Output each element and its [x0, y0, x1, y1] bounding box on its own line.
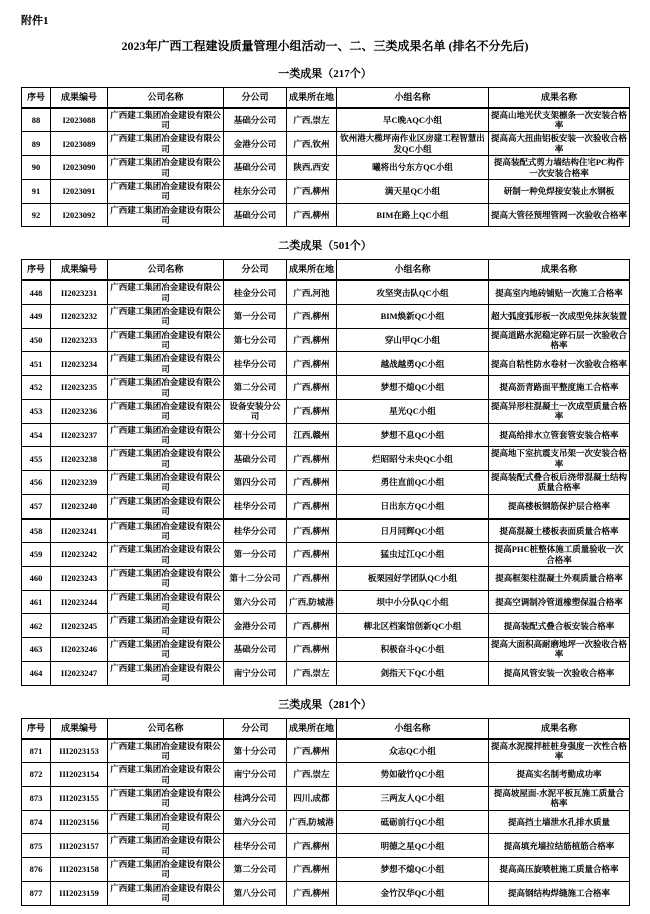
- table-cell: 874: [22, 810, 51, 834]
- table-cell: 454: [22, 423, 51, 447]
- table-cell: 提高地下室抗震支吊架一次安装合格率: [489, 447, 630, 471]
- table-cell: 广西建工集团冶金建设有限公司: [108, 543, 224, 567]
- column-header: 成果编号: [51, 260, 108, 280]
- column-header: 成果名称: [489, 718, 630, 738]
- table-cell: 广西建工集团冶金建设有限公司: [108, 834, 224, 858]
- table-cell: 广西,柳州: [287, 881, 337, 905]
- table-cell: 提高水泥搅拌桩桩身强度一次性合格率: [489, 739, 630, 763]
- table-cell: III2023158: [51, 858, 108, 882]
- table-row: [22, 471, 630, 495]
- table-cell: 提高高大扭曲铝板安装一次验收合格率: [489, 132, 630, 156]
- table-cell: 91: [22, 179, 51, 203]
- table-cell: III2023154: [51, 763, 108, 787]
- table-cell: 第十分公司: [224, 423, 287, 447]
- table-cell: 广西建工集团冶金建设有限公司: [108, 352, 224, 376]
- attachment-label: 附件1: [21, 15, 49, 27]
- table-cell: II2023244: [51, 590, 108, 614]
- table-cell: 满天星QC小组: [337, 179, 489, 203]
- table-row: [22, 614, 630, 638]
- table-cell: 453: [22, 399, 51, 423]
- table-cell: 提高山地光伏支架檩条一次安装合格率: [489, 108, 630, 132]
- column-header: 公司名称: [108, 87, 224, 107]
- table-cell: II2023231: [51, 280, 108, 304]
- table-row: [22, 328, 630, 352]
- table-cell: II2023241: [51, 519, 108, 543]
- table-cell: 第六分公司: [224, 810, 287, 834]
- table-cell: 457: [22, 494, 51, 518]
- table-cell: 提高装配式叠合板安装合格率: [489, 614, 630, 638]
- table-row: [22, 519, 630, 543]
- table-cell: 广西,柳州: [287, 305, 337, 329]
- table-row: [22, 543, 630, 567]
- table-cell: 基础分公司: [224, 203, 287, 227]
- section-heading-class1: 一类成果（217个）: [278, 67, 372, 80]
- table-cell: 广西建工集团冶金建设有限公司: [108, 471, 224, 495]
- table-cell: 广西,柳州: [287, 352, 337, 376]
- table-row: [22, 447, 630, 471]
- table-cell: 提高装配式剪力墙结构住宅PC构件一次安装合格率: [489, 156, 630, 180]
- table-cell: 基础分公司: [224, 108, 287, 132]
- table-cell: 459: [22, 543, 51, 567]
- table-cell: 广西建工集团冶金建设有限公司: [108, 638, 224, 662]
- table-cell: 广西,柳州: [287, 858, 337, 882]
- table-cell: 提高实名制考勤成功率: [489, 763, 630, 787]
- table-cell: 桂华分公司: [224, 834, 287, 858]
- table-cell: 提高装配式叠合板后浇带混凝土结构质量合格率: [489, 471, 630, 495]
- table-cell: 871: [22, 739, 51, 763]
- table-cell: 第二分公司: [224, 376, 287, 400]
- table-cell: 猛虫过江QC小组: [337, 543, 489, 567]
- table-cell: 广西,柳州: [287, 834, 337, 858]
- table-cell: 勇往直前QC小组: [337, 471, 489, 495]
- table-cell: 曦将出兮东方QC小组: [337, 156, 489, 180]
- table-cell: 提高混凝土楼板表面质量合格率: [489, 519, 630, 543]
- table-cell: 提高坡屋面-水泥平板瓦施工质量合格率: [489, 786, 630, 810]
- table-cell: 板栗园好学团队QC小组: [337, 566, 489, 590]
- table-cell: 坝中小分队QC小组: [337, 590, 489, 614]
- results-table: [21, 87, 630, 228]
- column-header: 成果所在地: [287, 87, 337, 107]
- table-row: [22, 132, 630, 156]
- table-cell: 873: [22, 786, 51, 810]
- table-row: [22, 834, 630, 858]
- table-row: [22, 786, 630, 810]
- table-cell: 第六分公司: [224, 590, 287, 614]
- table-cell: 广西建工集团冶金建设有限公司: [108, 786, 224, 810]
- table-cell: II2023242: [51, 543, 108, 567]
- table-cell: 广西,防城港: [287, 810, 337, 834]
- table-cell: 广西,河池: [287, 280, 337, 304]
- table-cell: 广西,柳州: [287, 519, 337, 543]
- table-cell: 第八分公司: [224, 881, 287, 905]
- column-header: 序号: [22, 260, 51, 280]
- table-cell: II2023232: [51, 305, 108, 329]
- table-cell: 广西,柳州: [287, 638, 337, 662]
- table-cell: 广西建工集团冶金建设有限公司: [108, 810, 224, 834]
- table-cell: 460: [22, 566, 51, 590]
- table-cell: II2023235: [51, 376, 108, 400]
- column-header: 小组名称: [337, 260, 489, 280]
- table-row: [22, 376, 630, 400]
- table-cell: 广西,崇左: [287, 108, 337, 132]
- table-cell: 广西建工集团冶金建设有限公司: [108, 132, 224, 156]
- table-cell: 广西,柳州: [287, 471, 337, 495]
- table-cell: 第二分公司: [224, 858, 287, 882]
- table-cell: 广西建工集团冶金建设有限公司: [108, 305, 224, 329]
- table-cell: 烂昭昭兮未央QC小组: [337, 447, 489, 471]
- table-cell: 基础分公司: [224, 156, 287, 180]
- column-header: 成果所在地: [287, 718, 337, 738]
- table-cell: II2023240: [51, 494, 108, 518]
- table-cell: 超大弧度弧形板一次成型免抹灰装置: [489, 305, 630, 329]
- table-cell: 广西,柳州: [287, 614, 337, 638]
- table-cell: 提高异形柱混凝土一次成型质量合格率: [489, 399, 630, 423]
- table-cell: 提高给排水立管套管安装合格率: [489, 423, 630, 447]
- table-cell: 广西,柳州: [287, 739, 337, 763]
- table-row: [22, 810, 630, 834]
- table-cell: 877: [22, 881, 51, 905]
- table-cell: 穿山甲QC小组: [337, 328, 489, 352]
- table-cell: I2023088: [51, 108, 108, 132]
- table-cell: 广西,柳州: [287, 399, 337, 423]
- column-header: 成果名称: [489, 87, 630, 107]
- table-cell: 广西建工集团冶金建设有限公司: [108, 858, 224, 882]
- table-row: [22, 739, 630, 763]
- table-cell: 梦想不熄QC小组: [337, 376, 489, 400]
- table-cell: 众志QC小组: [337, 739, 489, 763]
- table-cell: 日出东方QC小组: [337, 494, 489, 518]
- section-heading-class2: 二类成果（501个）: [278, 240, 372, 253]
- table-cell: III2023159: [51, 881, 108, 905]
- table-cell: 桂鸿分公司: [224, 786, 287, 810]
- table-cell: 南宁分公司: [224, 661, 287, 685]
- table-row: [22, 399, 630, 423]
- table-cell: II2023238: [51, 447, 108, 471]
- table-cell: 广西建工集团冶金建设有限公司: [108, 156, 224, 180]
- column-header: 序号: [22, 87, 51, 107]
- table-cell: 464: [22, 661, 51, 685]
- table-cell: 日月同辉QC小组: [337, 519, 489, 543]
- table-cell: 448: [22, 280, 51, 304]
- table-cell: 设备安装分公司: [224, 399, 287, 423]
- table-header-row: [22, 260, 630, 280]
- table-cell: 研制一种免焊接安装止水钢板: [489, 179, 630, 203]
- table-cell: 桂华分公司: [224, 494, 287, 518]
- table-cell: 广西建工集团冶金建设有限公司: [108, 739, 224, 763]
- table-cell: II2023245: [51, 614, 108, 638]
- table-row: [22, 494, 630, 518]
- table-cell: 92: [22, 203, 51, 227]
- table-cell: 梦想不息QC小组: [337, 423, 489, 447]
- table-cell: 提高楼板钢筋保护层合格率: [489, 494, 630, 518]
- table-cell: 早C晚AQC小组: [337, 108, 489, 132]
- table-cell: II2023233: [51, 328, 108, 352]
- table-cell: 广西,崇左: [287, 661, 337, 685]
- table-cell: 陕西,西安: [287, 156, 337, 180]
- table-cell: II2023243: [51, 566, 108, 590]
- table-row: [22, 352, 630, 376]
- table-cell: 提高自粘性防水卷材一次验收合格率: [489, 352, 630, 376]
- results-table: [21, 259, 630, 685]
- table-cell: 江西,赣州: [287, 423, 337, 447]
- table-cell: I2023092: [51, 203, 108, 227]
- table-cell: 三两友人QC小组: [337, 786, 489, 810]
- table-cell: 桂东分公司: [224, 179, 287, 203]
- table-cell: 449: [22, 305, 51, 329]
- table-cell: 广西建工集团冶金建设有限公司: [108, 661, 224, 685]
- table-cell: 广西,钦州: [287, 132, 337, 156]
- table-cell: 广西,柳州: [287, 543, 337, 567]
- table-cell: 广西,柳州: [287, 179, 337, 203]
- table-cell: 剑指天下QC小组: [337, 661, 489, 685]
- table-cell: 第十分公司: [224, 739, 287, 763]
- table-row: [22, 179, 630, 203]
- table-cell: I2023091: [51, 179, 108, 203]
- table-cell: 第十二分公司: [224, 566, 287, 590]
- table-cell: 梦想不熄QC小组: [337, 858, 489, 882]
- column-header: 公司名称: [108, 718, 224, 738]
- table-cell: 875: [22, 834, 51, 858]
- table-cell: 456: [22, 471, 51, 495]
- table-cell: 提高钢结构焊缝施工合格率: [489, 881, 630, 905]
- column-header: 成果编号: [51, 87, 108, 107]
- table-row: [22, 763, 630, 787]
- table-cell: 明德之星QC小组: [337, 834, 489, 858]
- table-cell: 90: [22, 156, 51, 180]
- table-cell: 广西,柳州: [287, 447, 337, 471]
- table-cell: 463: [22, 638, 51, 662]
- table-cell: I2023089: [51, 132, 108, 156]
- table-cell: 提高框架柱混凝土外观质量合格率: [489, 566, 630, 590]
- column-header: 分公司: [224, 260, 287, 280]
- table-row: [22, 108, 630, 132]
- table-row: [22, 638, 630, 662]
- table-cell: 广西建工集团冶金建设有限公司: [108, 881, 224, 905]
- column-header: 小组名称: [337, 718, 489, 738]
- table-cell: 451: [22, 352, 51, 376]
- table-cell: 提高风管安装一次验收合格率: [489, 661, 630, 685]
- table-cell: 柳北区档案馆创新QC小组: [337, 614, 489, 638]
- column-header: 序号: [22, 718, 51, 738]
- table-cell: 提高PHC桩整体施工质量验收一次合格率: [489, 543, 630, 567]
- table-cell: 广西,防城港: [287, 590, 337, 614]
- column-header: 分公司: [224, 87, 287, 107]
- table-cell: 876: [22, 858, 51, 882]
- table-cell: 广西建工集团冶金建设有限公司: [108, 614, 224, 638]
- table-cell: 提高道路水泥稳定碎石层一次验收合格率: [489, 328, 630, 352]
- table-cell: 89: [22, 132, 51, 156]
- table-cell: 广西,崇左: [287, 763, 337, 787]
- table-cell: III2023157: [51, 834, 108, 858]
- table-cell: 广西建工集团冶金建设有限公司: [108, 399, 224, 423]
- table-cell: 广西,柳州: [287, 494, 337, 518]
- table-cell: 广西建工集团冶金建设有限公司: [108, 179, 224, 203]
- table-cell: II2023236: [51, 399, 108, 423]
- table-cell: 积极奋斗QC小组: [337, 638, 489, 662]
- table-cell: 广西建工集团冶金建设有限公司: [108, 519, 224, 543]
- table-cell: 广西建工集团冶金建设有限公司: [108, 108, 224, 132]
- table-cell: 第一分公司: [224, 543, 287, 567]
- table-cell: 广西建工集团冶金建设有限公司: [108, 280, 224, 304]
- column-header: 分公司: [224, 718, 287, 738]
- table-cell: 广西建工集团冶金建设有限公司: [108, 566, 224, 590]
- table-cell: II2023239: [51, 471, 108, 495]
- table-cell: II2023237: [51, 423, 108, 447]
- table-cell: 提高空调制冷管道橡塑保温合格率: [489, 590, 630, 614]
- table-cell: III2023156: [51, 810, 108, 834]
- table-row: [22, 881, 630, 905]
- table-cell: 广西建工集团冶金建设有限公司: [108, 376, 224, 400]
- table-cell: 四川,成都: [287, 786, 337, 810]
- table-cell: 广西,柳州: [287, 376, 337, 400]
- table-cell: II2023234: [51, 352, 108, 376]
- table-cell: II2023246: [51, 638, 108, 662]
- table-cell: 桂金分公司: [224, 280, 287, 304]
- column-header: 公司名称: [108, 260, 224, 280]
- table-cell: 88: [22, 108, 51, 132]
- table-cell: 广西,柳州: [287, 328, 337, 352]
- table-row: [22, 423, 630, 447]
- column-header: 小组名称: [337, 87, 489, 107]
- section-heading-class3: 三类成果（281个）: [278, 698, 372, 711]
- table-cell: 461: [22, 590, 51, 614]
- table-cell: 广西建工集团冶金建设有限公司: [108, 203, 224, 227]
- table-cell: BIM在路上QC小组: [337, 203, 489, 227]
- table-cell: 广西建工集团冶金建设有限公司: [108, 328, 224, 352]
- table-cell: 第一分公司: [224, 305, 287, 329]
- table-row: [22, 566, 630, 590]
- table-cell: 第七分公司: [224, 328, 287, 352]
- table-cell: 450: [22, 328, 51, 352]
- table-cell: 第四分公司: [224, 471, 287, 495]
- table-cell: 提高高压旋喷桩施工质量合格率: [489, 858, 630, 882]
- table-cell: 广西,柳州: [287, 203, 337, 227]
- table-cell: 872: [22, 763, 51, 787]
- table-cell: 星光QC小组: [337, 399, 489, 423]
- table-cell: 提高沥青路面平整度施工合格率: [489, 376, 630, 400]
- table-cell: I2023090: [51, 156, 108, 180]
- page-title: 2023年广西工程建设质量管理小组活动一、二、三类成果名单 (排名不分先后): [121, 39, 529, 53]
- results-table: [21, 718, 630, 906]
- table-row: [22, 280, 630, 304]
- table-cell: 广西建工集团冶金建设有限公司: [108, 494, 224, 518]
- table-cell: III2023155: [51, 786, 108, 810]
- column-header: 成果所在地: [287, 260, 337, 280]
- table-cell: 广西建工集团冶金建设有限公司: [108, 423, 224, 447]
- table-cell: 458: [22, 519, 51, 543]
- table-cell: II2023247: [51, 661, 108, 685]
- table-cell: 广西建工集团冶金建设有限公司: [108, 763, 224, 787]
- table-cell: 提高大管径预埋管网一次验收合格率: [489, 203, 630, 227]
- table-cell: 广西,柳州: [287, 566, 337, 590]
- table-cell: 金港分公司: [224, 614, 287, 638]
- table-row: [22, 203, 630, 227]
- table-cell: 势如破竹QC小组: [337, 763, 489, 787]
- table-cell: 金竹汉华QC小组: [337, 881, 489, 905]
- table-cell: 越战越勇QC小组: [337, 352, 489, 376]
- table-cell: 广西建工集团冶金建设有限公司: [108, 590, 224, 614]
- table-row: [22, 858, 630, 882]
- table-cell: 提高填充墙拉结筋植筋合格率: [489, 834, 630, 858]
- table-header-row: [22, 718, 630, 738]
- column-header: 成果名称: [489, 260, 630, 280]
- table-cell: BIM焕新QC小组: [337, 305, 489, 329]
- table-cell: 基础分公司: [224, 447, 287, 471]
- table-cell: 南宁分公司: [224, 763, 287, 787]
- table-row: [22, 305, 630, 329]
- table-cell: 基础分公司: [224, 638, 287, 662]
- table-cell: 桂华分公司: [224, 352, 287, 376]
- table-cell: 462: [22, 614, 51, 638]
- table-cell: 提高大面积高耐磨地坪一次验收合格率: [489, 638, 630, 662]
- table-cell: 砥砺前行QC小组: [337, 810, 489, 834]
- table-header-row: [22, 87, 630, 107]
- table-cell: 攻坚突击队QC小组: [337, 280, 489, 304]
- table-cell: 桂华分公司: [224, 519, 287, 543]
- table-cell: 提高室内地砖铺贴一次施工合格率: [489, 280, 630, 304]
- table-row: [22, 661, 630, 685]
- table-row: [22, 156, 630, 180]
- table-cell: 452: [22, 376, 51, 400]
- table-row: [22, 590, 630, 614]
- table-cell: 广西建工集团冶金建设有限公司: [108, 447, 224, 471]
- table-cell: 提高挡土墙泄水孔排水质量: [489, 810, 630, 834]
- column-header: 成果编号: [51, 718, 108, 738]
- table-cell: 金港分公司: [224, 132, 287, 156]
- table-cell: 钦州港大榄坪南作业区房建工程智慧出发QC小组: [337, 132, 489, 156]
- table-cell: III2023153: [51, 739, 108, 763]
- table-cell: 455: [22, 447, 51, 471]
